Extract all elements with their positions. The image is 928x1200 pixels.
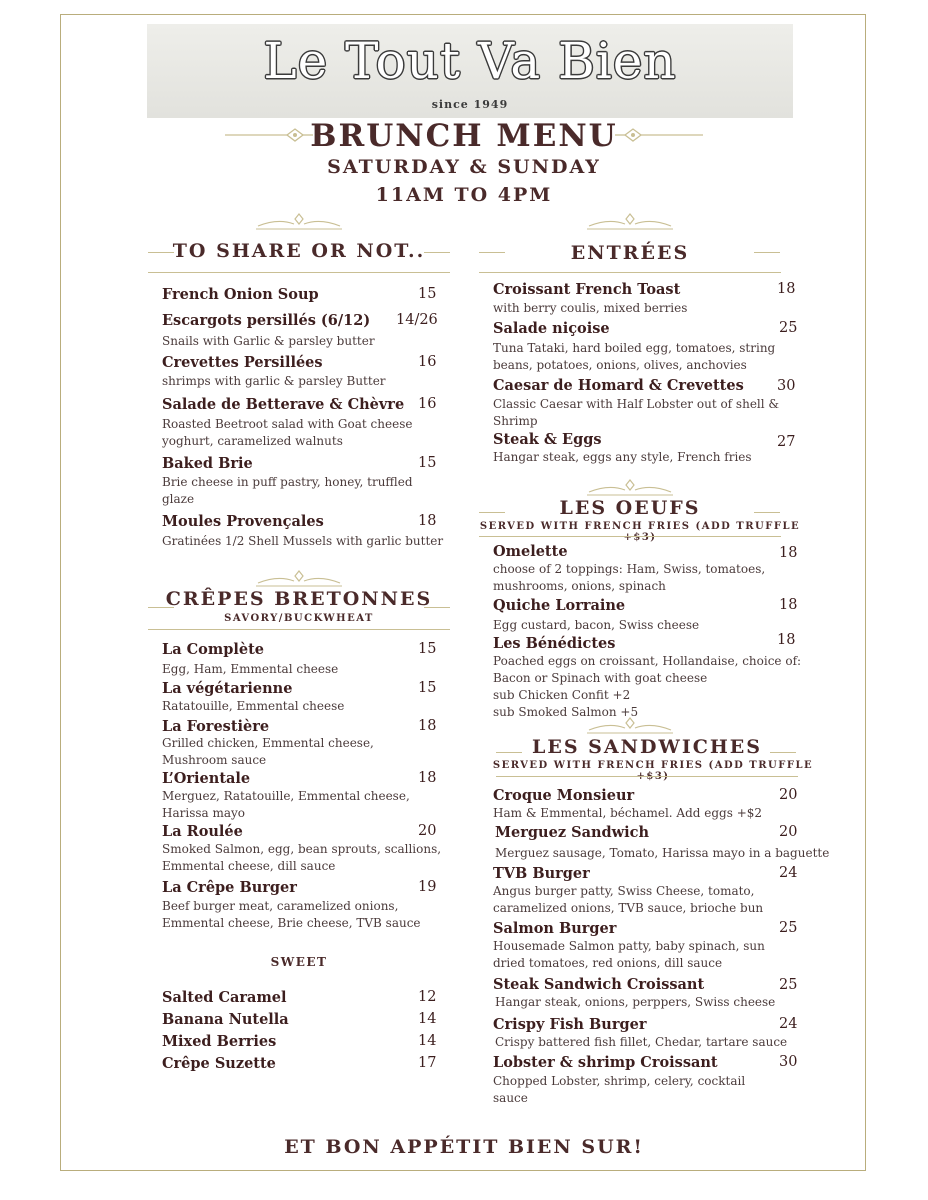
menu-item-name: La Roulée <box>162 823 243 840</box>
days-text: SATURDAY & SUNDAY <box>327 156 601 178</box>
menu-item-desc: Snails with Garlic & parsley butter <box>162 334 375 348</box>
page-title: BRUNCH MENU <box>310 118 618 154</box>
menu-item-desc: Egg custard, bacon, Swiss cheese <box>493 618 700 632</box>
menu-item-desc: Gratinées 1/2 Shell Mussels with garlic butter <box>162 534 444 548</box>
menu-item-price: 18 <box>418 513 437 529</box>
crepes-flourish-icon <box>254 567 344 589</box>
menu-item-desc: Tuna Tataki, hard boiled egg, tomatoes, string beans, potatoes, onions, olives, anchovies <box>493 341 776 372</box>
menu-item-price: 27 <box>777 434 796 450</box>
menu-item-desc: Housemade Salmon patty, baby spinach, sun dried tomatoes, red onions, dill sauce <box>493 939 765 970</box>
menu-item-price: 12 <box>418 989 437 1005</box>
menu-item-desc: shrimps with garlic & parsley Butter <box>162 374 386 388</box>
sweet-section-title: SWEET <box>270 955 328 969</box>
menu-item-name: Caesar de Homard & Crevettes <box>493 377 744 394</box>
entrees-flourish-icon <box>585 210 675 232</box>
menu-item-price: 19 <box>418 879 437 895</box>
footer-text: ET BON APPÉTIT BIEN SUR! <box>284 1136 644 1158</box>
entrees-underline <box>479 272 781 273</box>
menu-item-desc: Classic Caesar with Half Lobster out of shell & Shrimp <box>493 397 780 428</box>
menu-item-desc: Crispy battered fish fillet, Chedar, tartare sauce <box>495 1035 788 1049</box>
since-text: since 1949 <box>431 98 509 111</box>
menu-item-price: 20 <box>779 787 798 803</box>
menu-item-desc: Grilled chicken, Emmental cheese, Mushroom sauce <box>162 736 374 767</box>
crepes-underline <box>148 629 450 630</box>
menu-item-name: Mixed Berries <box>162 1033 277 1050</box>
share-flourish-icon <box>254 210 344 232</box>
menu-item-price: 18 <box>777 281 796 297</box>
oeufs-flourish-icon <box>585 476 675 498</box>
menu-item-price: 30 <box>779 1054 798 1070</box>
menu-item-name: Lobster & shrimp Croissant <box>493 1054 718 1071</box>
sandwiches-flourish-icon <box>585 714 675 736</box>
menu-item-name: La Crêpe Burger <box>162 879 297 896</box>
menu-item-name: Salade de Betterave & Chèvre <box>162 396 405 413</box>
menu-item-price: 14/26 <box>396 312 438 328</box>
menu-item-name: Crispy Fish Burger <box>493 1016 647 1033</box>
share-underline <box>148 272 450 273</box>
menu-item-name: Crêpe Suzette <box>162 1055 276 1072</box>
menu-item-name: Salmon Burger <box>493 920 617 937</box>
menu-item-price: 24 <box>779 865 798 881</box>
menu-item-desc: Chopped Lobster, shrimp, celery, cocktail sauce <box>493 1074 746 1105</box>
menu-item-desc: choose of 2 toppings: Ham, Swiss, tomatoes, mushrooms, onions, spinach <box>493 562 766 593</box>
entrees-section-title: ENTRÉES <box>570 242 690 264</box>
menu-item-name: Croque Monsieur <box>493 787 635 804</box>
menu-item-price: 18 <box>779 597 798 613</box>
menu-item-price: 20 <box>418 823 437 839</box>
menu-item-price: 15 <box>418 455 437 471</box>
oeufs-subtitle: SERVED WITH FRENCH FRIES (ADD TRUFFLE +$3) <box>479 521 801 543</box>
menu-item-desc: Egg, Ham, Emmental cheese <box>162 662 339 676</box>
menu-item-price: 25 <box>779 920 798 936</box>
menu-item-desc: Hangar steak, eggs any style, French fries <box>493 450 752 464</box>
menu-item-price: 18 <box>779 545 798 561</box>
menu-item-price: 15 <box>418 641 437 657</box>
menu-item-name: TVB Burger <box>493 865 590 882</box>
menu-item-name: Omelette <box>493 543 568 560</box>
menu-item-name: Les Bénédictes <box>493 635 616 652</box>
menu-item-desc: Merguez sausage, Tomato, Harissa mayo in a baguette <box>495 846 830 860</box>
menu-item-name: Steak & Eggs <box>493 431 602 448</box>
oeufs-section-title: LES OEUFS <box>559 497 701 519</box>
menu-item-name: La Forestière <box>162 718 270 735</box>
menu-item-name: Merguez Sandwich <box>495 824 650 841</box>
menu-item-name: La végétarienne <box>162 680 293 697</box>
menu-item-desc: Angus burger patty, Swiss Cheese, tomato, caramelized onions, TVB sauce, brioche bun <box>493 884 764 915</box>
menu-item-price: 25 <box>779 977 798 993</box>
menu-item-name: French Onion Soup <box>162 286 319 303</box>
menu-item-price: 15 <box>418 680 437 696</box>
menu-item-price: 17 <box>418 1055 437 1071</box>
crepes-subtitle: SAVORY/BUCKWHEAT <box>224 613 374 624</box>
crepes-section-title: CRÊPES BRETONNES <box>165 588 433 610</box>
menu-item-name: La Complète <box>162 641 264 658</box>
menu-item-price: 18 <box>418 770 437 786</box>
menu-item-name: Croissant French Toast <box>493 281 681 298</box>
menu-item-price: 20 <box>779 824 798 840</box>
menu-item-extra: sub Chicken Confit +2 <box>493 688 631 702</box>
menu-item-name: Crevettes Persillées <box>162 354 323 371</box>
menu-item-price: 14 <box>418 1011 437 1027</box>
menu-item-price: 30 <box>777 378 796 394</box>
hours-text: 11AM TO 4PM <box>375 184 553 206</box>
menu-item-desc: Smoked Salmon, egg, bean sprouts, scallions, Emmental cheese, dill sauce <box>162 842 442 873</box>
menu-item-price: 24 <box>779 1016 798 1032</box>
sandwiches-section-title: LES SANDWICHES <box>532 736 762 758</box>
menu-item-price: 16 <box>418 354 437 370</box>
menu-item-desc: Merguez, Ratatouille, Emmental cheese, Harissa mayo <box>162 789 410 820</box>
menu-item-name: Escargots persillés (6/12) <box>162 312 371 329</box>
menu-item-desc: with berry coulis, mixed berries <box>493 301 688 315</box>
menu-item-desc: Ham & Emmental, béchamel. Add eggs +$2 <box>493 806 763 820</box>
menu-item-extra: sub Smoked Salmon +5 <box>493 705 639 719</box>
oeufs-underline <box>479 536 781 537</box>
menu-item-price: 14 <box>418 1033 437 1049</box>
menu-item-name: Steak Sandwich Croissant <box>493 976 705 993</box>
menu-item-price: 15 <box>418 286 437 302</box>
menu-item-price: 18 <box>777 632 796 648</box>
menu-item-price: 16 <box>418 396 437 412</box>
sandwiches-subtitle: SERVED WITH FRENCH FRIES (ADD TRUFFLE +$3) <box>492 760 814 782</box>
menu-item-desc: Poached eggs on croissant, Hollandaise, choice of: Bacon or Spinach with goat cheese <box>493 654 802 685</box>
menu-item-name: L’Orientale <box>162 770 251 787</box>
menu-item-price: 18 <box>418 718 437 734</box>
menu-item-name: Banana Nutella <box>162 1011 289 1028</box>
menu-item-desc: Beef burger meat, caramelized onions, Emmental cheese, Brie cheese, TVB sauce <box>162 899 421 930</box>
menu-item-desc: Brie cheese in puff pastry, honey, truffled glaze <box>162 475 413 506</box>
menu-item-price: 25 <box>779 320 798 336</box>
restaurant-logo: Le Tout Va Bien <box>263 32 677 90</box>
sandwiches-underline <box>496 776 798 777</box>
menu-item-desc: Ratatouille, Emmental cheese <box>162 699 345 713</box>
menu-item-name: Quiche Lorraine <box>493 597 626 614</box>
menu-item-desc: Hangar steak, onions, perppers, Swiss cheese <box>495 995 776 1009</box>
menu-item-name: Moules Provençales <box>162 513 324 530</box>
share-section-title: TO SHARE OR NOT.. <box>172 240 426 262</box>
menu-item-desc: Roasted Beetroot salad with Goat cheese yoghurt, caramelized walnuts <box>162 417 413 448</box>
logo-banner <box>147 24 793 118</box>
menu-item-name: Salade niçoise <box>493 320 610 337</box>
menu-item-name: Salted Caramel <box>162 989 287 1006</box>
menu-item-name: Baked Brie <box>162 455 253 472</box>
